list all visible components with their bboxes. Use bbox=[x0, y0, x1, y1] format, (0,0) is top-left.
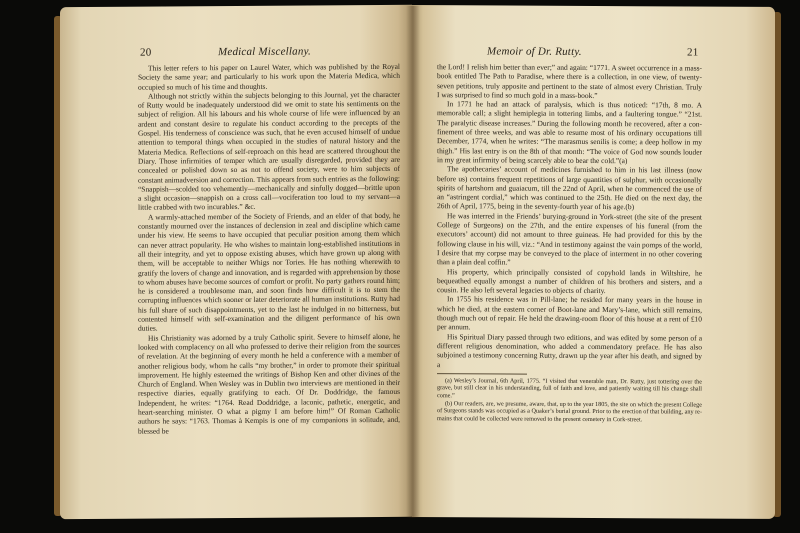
footnotes bbox=[437, 377, 702, 424]
paragraph: His property, which principally consisted of copyhold lands in Wiltshire, he bequeathed equally amongst a number of children of his brothers and sisters, and a cousin. He also left several legacies to objects of charity. bbox=[437, 266, 702, 296]
paragraph: His Spiritual Diary passed through two editions, and was edited by some person of a different religious denomination, who added a commendatory preface. He has also subjoined a testimony concerning Rutty, drawn up the year after his death, and signed by a bbox=[437, 331, 702, 369]
footnote: (a) Wesley’s Journal, 6th April, 1775. “I visited that venerable man, Dr. Rutty, just tottering over the grave, but still clear in his understanding, full of faith and love, and patiently waiting till his change shall come.” bbox=[437, 377, 702, 400]
footnote-rule bbox=[437, 373, 527, 374]
paragraph: He was interred in the Friends’ burying-ground in York-street (the site of the present College of Surgeons) on the 27th, and the entire expenses of his funeral (from the executors’ account) did not amount to three guineas. He had provided for this by the following clause in his will, viz.: “And in testimony against the vain pomps of the world, I desire that my corpse may be conveyed to the place of interment in no other covering than a plain deal coffin.” bbox=[437, 210, 702, 267]
page-number: 20 bbox=[140, 46, 152, 59]
left-page bbox=[60, 5, 412, 519]
paragraph: In 1771 he had an attack of paralysis, which is thus noticed: “17th, 8 mo. A memorable call; a slight hemiplegia in tottering limbs, and a faultering tongue.” “21st. The paralytic disease increases.” During the following month he recovered, after a confinement of three weeks, and was able to resume most of his ordinary occupations till December, 1774, when he writes: “The marasmus senilis is come; a deep hollow in my thigh.” His last entry is on the 8th of that month: “The voice of God now sounds louder in my great infirmity of being scarcely able to bear the cold.”(a) bbox=[437, 99, 702, 166]
paragraph: A warmly-attached member of the Society of Friends, and an elder of that body, he constantly mourned over the instances of declension in zeal and discipline which came under his view. He seems to have occupied that peculiar position among them which can never attract popularity. He who wishes to maintain long-established institutions in all their integrity, and yet to oppose existing abuses, which have grown up along with them, will be acceptable to neither Whigs nor Tories. He has nothing wherewith to gratify the lovers of change and innovation, and is regarded with apprehension by those to whom abuses have become sources of comfort or profit. No party gathers round him; he is considered a troublesome man, and soon finds how difficult it is to stem the corrupting influences which sooner or later deteriorate all human institutions. Rutty had his full share of such disappointments, yet to the last he indulged in no bitterness, but contented himself with self-examination and the diligent performance of his own duties. bbox=[138, 210, 400, 333]
paragraph: Although not strictly within the subjects belonging to this Journal, yet the character of Rutty would be inadequately understood did we omit to state his sentiments on the subject of religion. All his labours and his whole course of life were influenced by an ardent and constant desire to regulate his conduct according to the precepts of the Gospel. His tenderness of conscience was such, that he even accused himself of undue attention to temporal things when occupied in the studies of natural history and the Materia Medica. Reflections of self-reproach on this head are scattered throughout the Diary. Those infirmities of temper which are usually disregarded, provided they are concealed or polished down so as not to offend society, were to him subjects of constant animadversion and correction. This appears from such entries as the following: “Snappish—scolded too vehemently—mechanically and sinfully dogged—brittle upon a slight occasion—snappish on a cross call—vociferation too loud to my servant—a little crabbed with two incurables.” &c. bbox=[138, 89, 400, 213]
running-head: Medical Miscellany. bbox=[218, 45, 311, 59]
right-page bbox=[412, 5, 775, 519]
left-body-text bbox=[138, 62, 400, 436]
right-body-text bbox=[437, 62, 702, 424]
paragraph: The apothecaries’ account of medicines furnished to him in his last illness (now before us) contains frequent repetitions of large quantities of sulphur, with occasionally spirits of hartshorn and guaiacum, till the 22nd of April, when he commenced the use of an “astringent cordial,” which was continued to the 25th. He died on the next day, the 26th of April, 1775, being in the seventy-fourth year of his age.(b) bbox=[437, 164, 702, 212]
footnote: (b) Our readers, are, we presume, aware, that, up to the year 1805, the site on which the present College of Surgeons stands was occupied as a Quaker’s burial ground. Prior to the erection of that building, any remains that could be collected were removed to the present cemetery in Cork-street. bbox=[437, 399, 702, 424]
book-gutter bbox=[406, 6, 420, 518]
page-number: 21 bbox=[687, 46, 699, 59]
running-head: Memoir of Dr. Rutty. bbox=[487, 45, 582, 58]
paragraph: His Christianity was adorned by a truly Catholic spirit. Severe to himself alone, he looked with complacency on all who professed to derive their religion from the sources of revelation. At the beginning of every month he held a conference with a member of another religious body, whom he calls “my brother,” in order to promote their spiritual improvement. He highly esteemed the writings of Bishop Ken and other divines of the Church of England. When Wesley was in Dublin two interviews are mentioned in their respective diaries, equally gratifying to each. Of Dr. Doddridge, the famous Independent, he writes: “1764. Read Doddridge, a laconic, pathetic, energetic, and heart-searching minister. O what a pigmy I am before him!” Of Roman Catholic authors he says: “1763. Thomas à Kempis is one of my companions in solitude, and, blessed be bbox=[138, 331, 400, 436]
paragraph: This letter refers to his paper on Laurel Water, which was published by the Royal Society the same year; and particularly to his work upon the Materia Medica, which occupied so much of his time and thoughts. bbox=[138, 61, 400, 92]
paragraph: the Lord! I relish him better than ever;” and again: “1771. A sweet occurrence in a mass-book entitled The Path to Paradise, where there is a collection, in one view, of twenty-seven petitions, truly apposite and pertinent to the state of almost every Christian. Truly I was surprised to find so much gold in a mass-book.” bbox=[437, 62, 702, 100]
open-book bbox=[60, 6, 775, 528]
paragraph: In 1755 his residence was in Pill-lane; he resided for many years in the house in which he died, at the eastern corner of Boot-lane and Mary’s-lane, which still remains, though much out of repair. He held the drawing-room floor of this house at a rent of £10 per annum. bbox=[437, 294, 702, 332]
